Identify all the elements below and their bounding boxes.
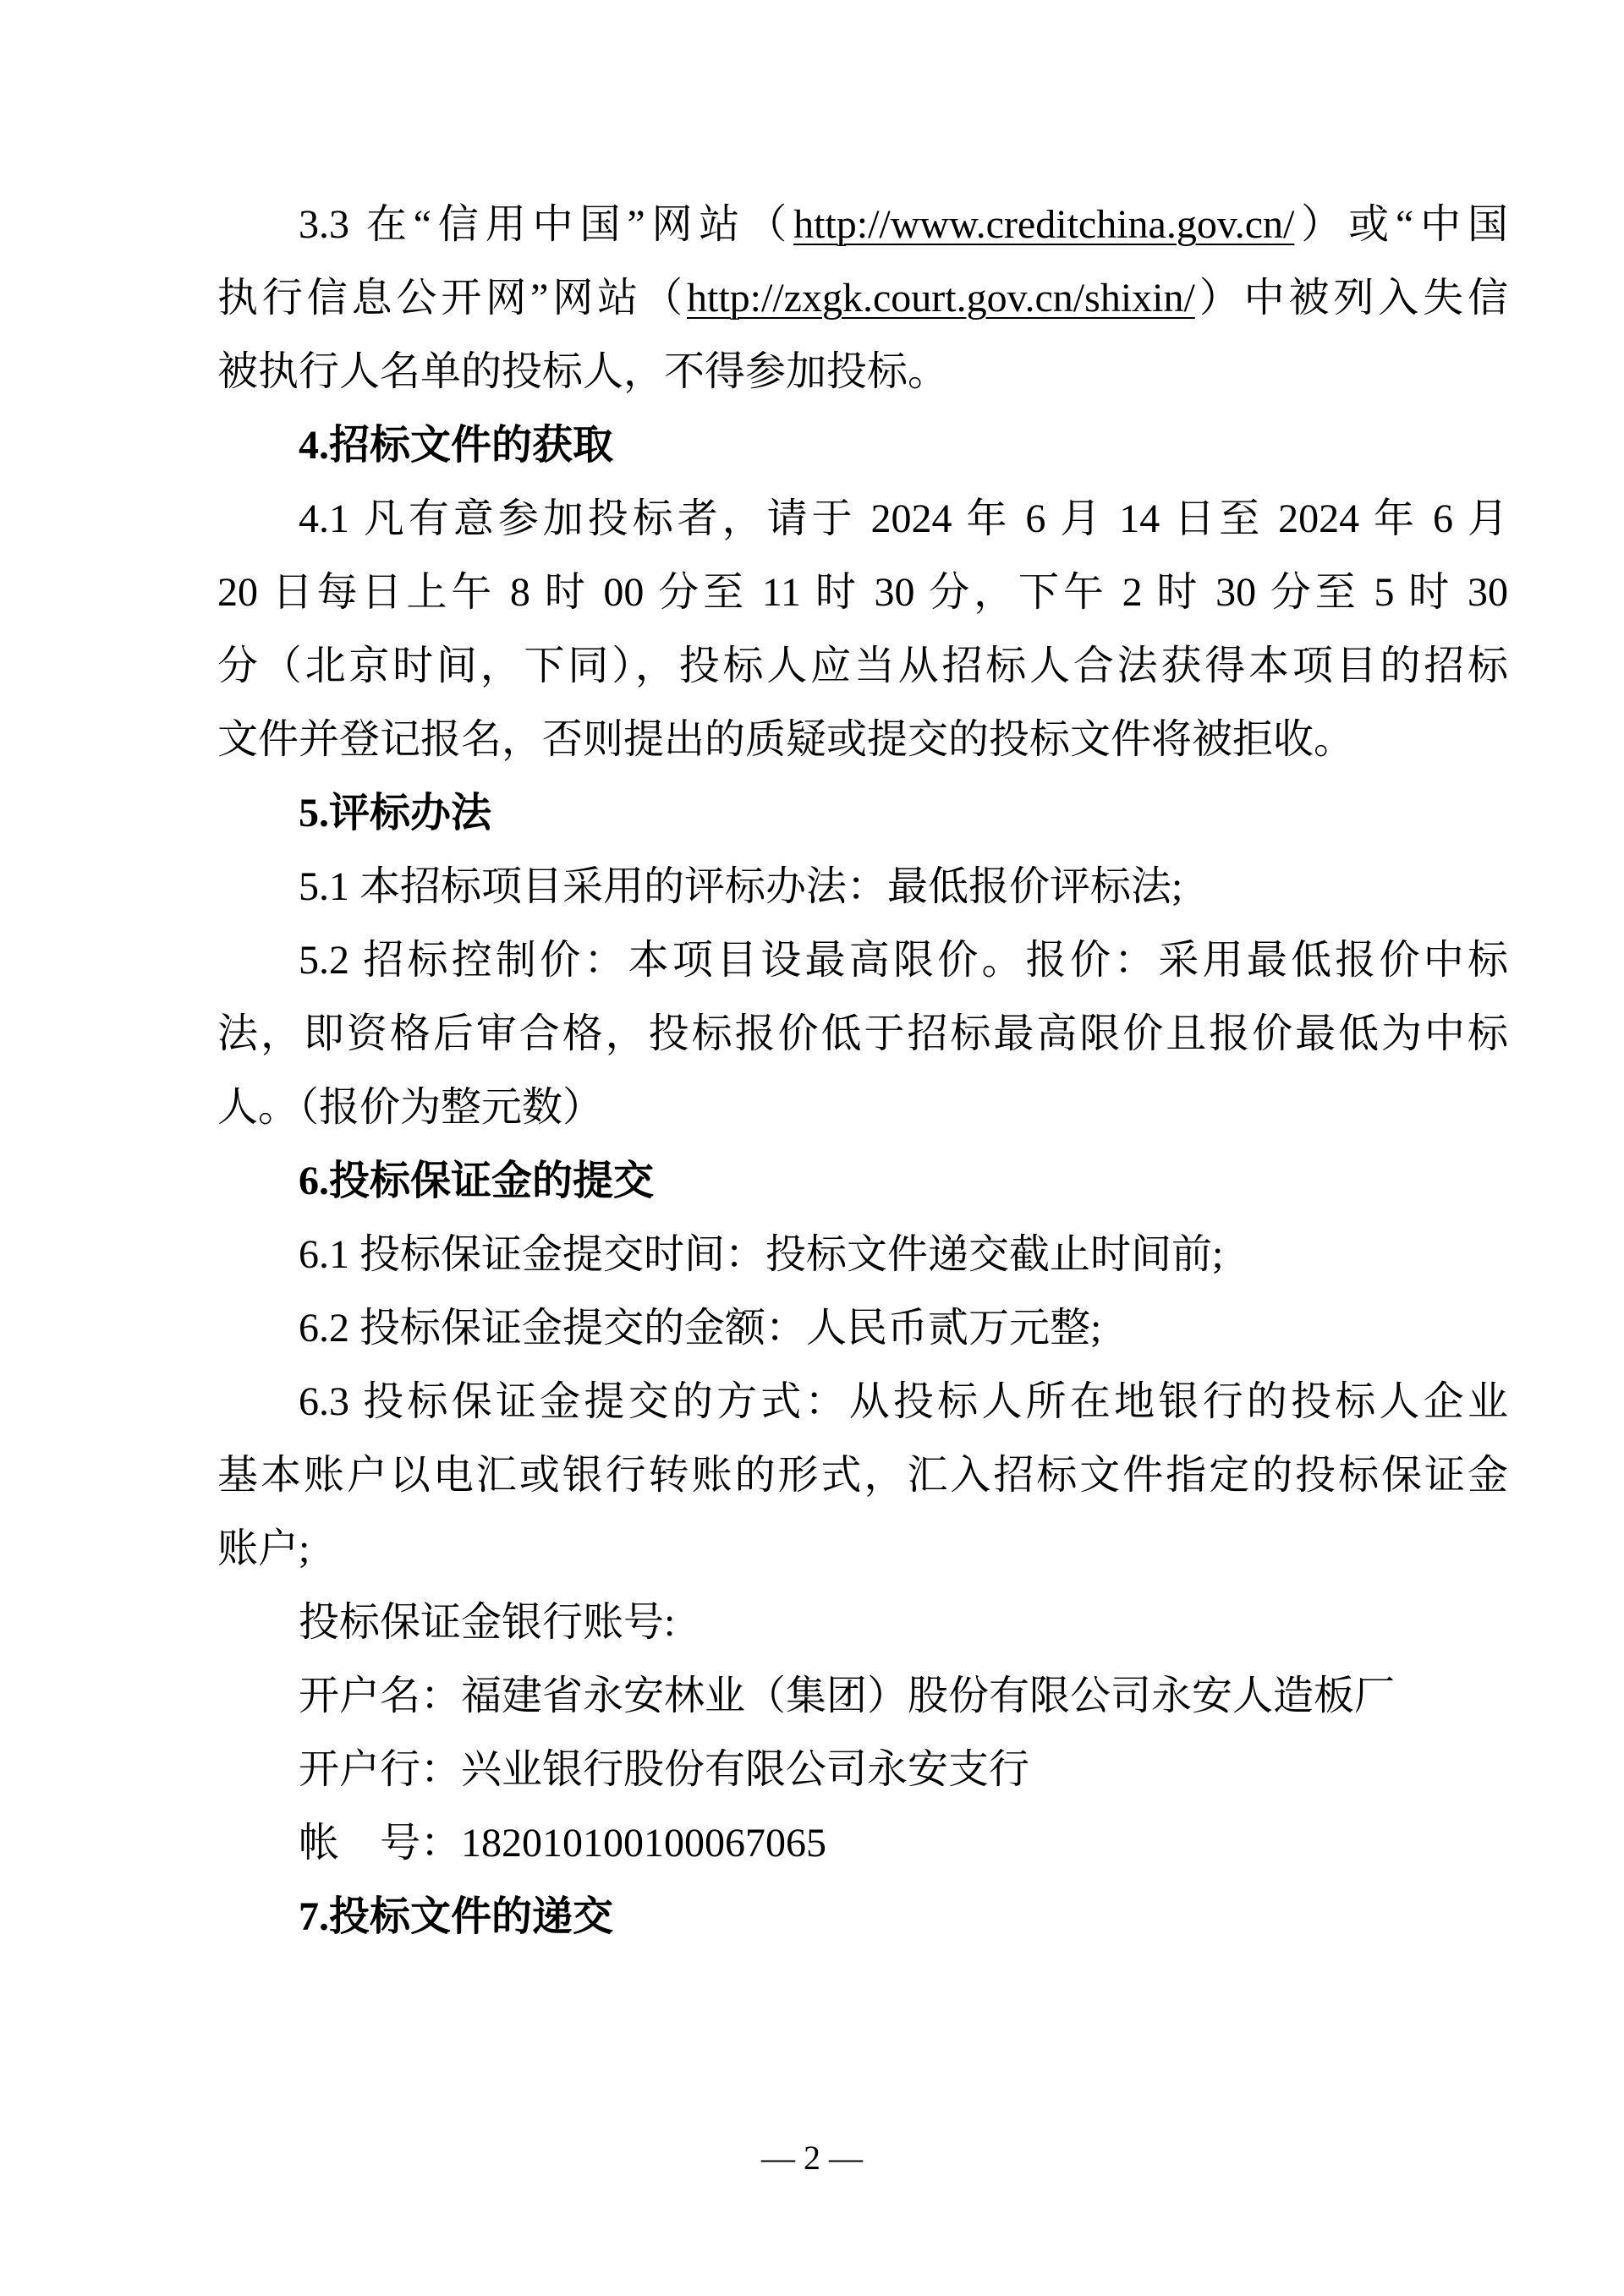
paragraph-line: 6.2 投标保证金提交的金额：人民币贰万元整; bbox=[299, 1306, 1102, 1351]
paragraph-line: 4.1 凡有意参加投标者，请于 2024 年 6 月 14 日至 2024 年 6 月 bbox=[299, 496, 1508, 541]
paragraph-line: 基本账户以电汇或银行转账的形式，汇入招标文件指定的投标保证金 bbox=[217, 1453, 1508, 1498]
section-heading-5: 5.评标办法 bbox=[299, 791, 492, 836]
paragraph-line: 账户; bbox=[217, 1526, 310, 1571]
paragraph-line bbox=[217, 188, 1508, 261]
section-heading-4: 4.招标文件的获取 bbox=[299, 423, 614, 468]
paragraph-text: 3.3 在“信用中国”网站（ bbox=[299, 202, 794, 247]
paragraph-text: ）或“中国 bbox=[1294, 202, 1508, 247]
paragraph-line: 人。（报价为整元数） bbox=[217, 1085, 604, 1130]
zxgk-url-link[interactable]: http://zxgk.court.gov.cn/shixin/ bbox=[687, 276, 1195, 321]
paragraph-line: 5.1 本招标项目采用的评标办法：最低报价评标法; bbox=[299, 864, 1183, 909]
bank-account-intro-line: 投标保证金银行账号: bbox=[299, 1600, 676, 1645]
section-heading-7: 7.投标文件的递交 bbox=[299, 1894, 614, 1939]
page-number: — 2 — bbox=[761, 2139, 863, 2177]
paragraph-line: 文件并登记报名，否则提出的质疑或提交的投标文件将被拒收。 bbox=[217, 717, 1355, 762]
bank-account-name-line: 开户名：福建省永安林业（集团）股份有限公司永安人造板厂 bbox=[299, 1674, 1396, 1718]
paragraph-line: 分（北京时间，下同），投标人应当从招标人合法获得本项目的招标 bbox=[217, 644, 1508, 688]
paragraph-line: 6.3 投标保证金提交的方式：从投标人所在地银行的投标人企业 bbox=[299, 1379, 1508, 1424]
paragraph-line: 6.1 投标保证金提交时间：投标文件递交截止时间前; bbox=[299, 1232, 1224, 1277]
paragraph-line: 20 日每日上午 8 时 00 分至 11 时 30 分，下午 2 时 30 分至 5 时 30 bbox=[217, 570, 1508, 615]
paragraph-text: ）中被列入失信 bbox=[1194, 276, 1508, 321]
paragraph-text: 执行信息公开网”网站（ bbox=[217, 276, 687, 321]
creditchina-url-link[interactable]: http://www.creditchina.gov.cn/ bbox=[793, 202, 1295, 247]
page-footer bbox=[0, 2140, 1624, 2177]
document-body bbox=[217, 188, 1508, 1954]
bank-account-number-line: 帐 号：182010100100067065 bbox=[299, 1821, 827, 1866]
paragraph-line bbox=[217, 261, 1508, 335]
paragraph-line: 被执行人名单的投标人，不得参加投标。 bbox=[217, 349, 949, 394]
bank-branch-line: 开户行：兴业银行股份有限公司永安支行 bbox=[299, 1747, 1030, 1792]
paragraph-line: 法，即资格后审合格，投标报价低于招标最高限价且报价最低为中标 bbox=[217, 1011, 1508, 1056]
paragraph-line: 5.2 招标控制价：本项目设最高限价。报价：采用最低报价中标 bbox=[299, 938, 1508, 983]
section-heading-6: 6.投标保证金的提交 bbox=[299, 1159, 655, 1203]
